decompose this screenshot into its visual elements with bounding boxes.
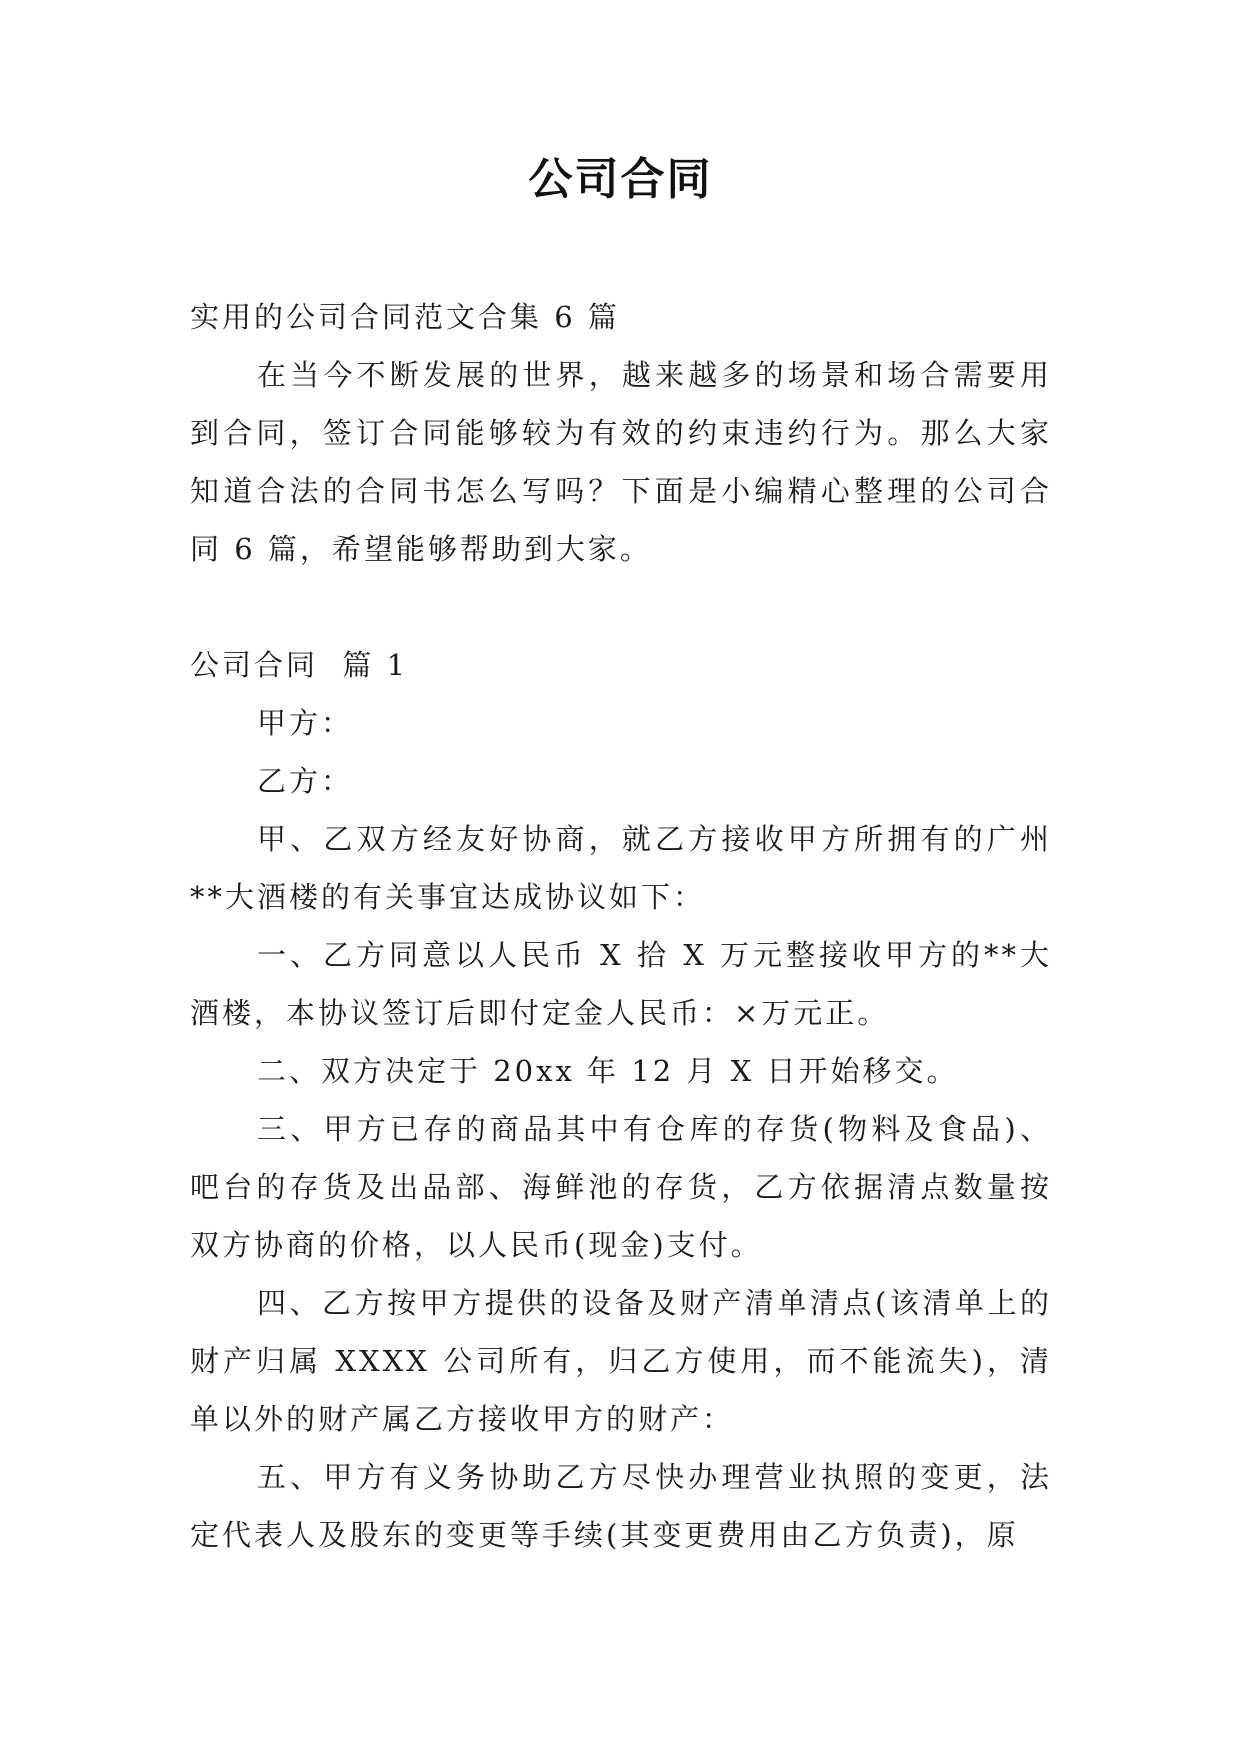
contract-clause-2: 二、双方决定于 20xx 年 12 月 X 日开始移交。 [257,1054,959,1088]
party-a-label: 甲方： [257,706,354,740]
document-subtitle: 实用的公司合同范文合集 6 篇 [190,300,620,334]
document-body [190,288,1052,1564]
blank-line [190,578,1052,636]
party-b-label: 乙方： [257,764,354,798]
contract-clause-1: 一、乙方同意以人民币 X 拾 X 万元整接收甲方的**大酒楼，本协议签订后即付定金人民币：×万元正。 [190,938,1052,1030]
document-title: 公司合同 [528,154,713,205]
intro-paragraph: 在当今不断发展的世界，越来越多的场景和场合需要用到合同，签订合同能够较为有效的约束违约行为。那么大家知道合法的合同书怎么写吗？下面是小编精心整理的公司合同 6 篇，希望能够帮助到大家。 [190,358,1052,566]
contract-paragraph: 甲、乙双方经友好协商，就乙方接收甲方所拥有的广州**大酒楼的有关事宜达成协议如下： [190,822,1052,914]
contract-clause-5: 五、甲方有义务协助乙方尽快办理营业执照的变更，法定代表人及股东的变更等手续(其变更费用由乙方负责)，原 [190,1460,1052,1552]
contract-clause-4: 四、乙方按甲方提供的设备及财产清单清点(该清单上的财产归属 XXXX 公司所有，归乙方使用，而不能流失)，清单以外的财产属乙方接收甲方的财产： [190,1286,1052,1436]
section-heading: 公司合同 篇 1 [190,648,409,682]
contract-clause-3: 三、甲方已存的商品其中有仓库的存货(物料及食品)、吧台的存货及出品部、海鲜池的存货，乙方依据清点数量按双方协商的价格，以人民币(现金)支付。 [190,1112,1052,1262]
